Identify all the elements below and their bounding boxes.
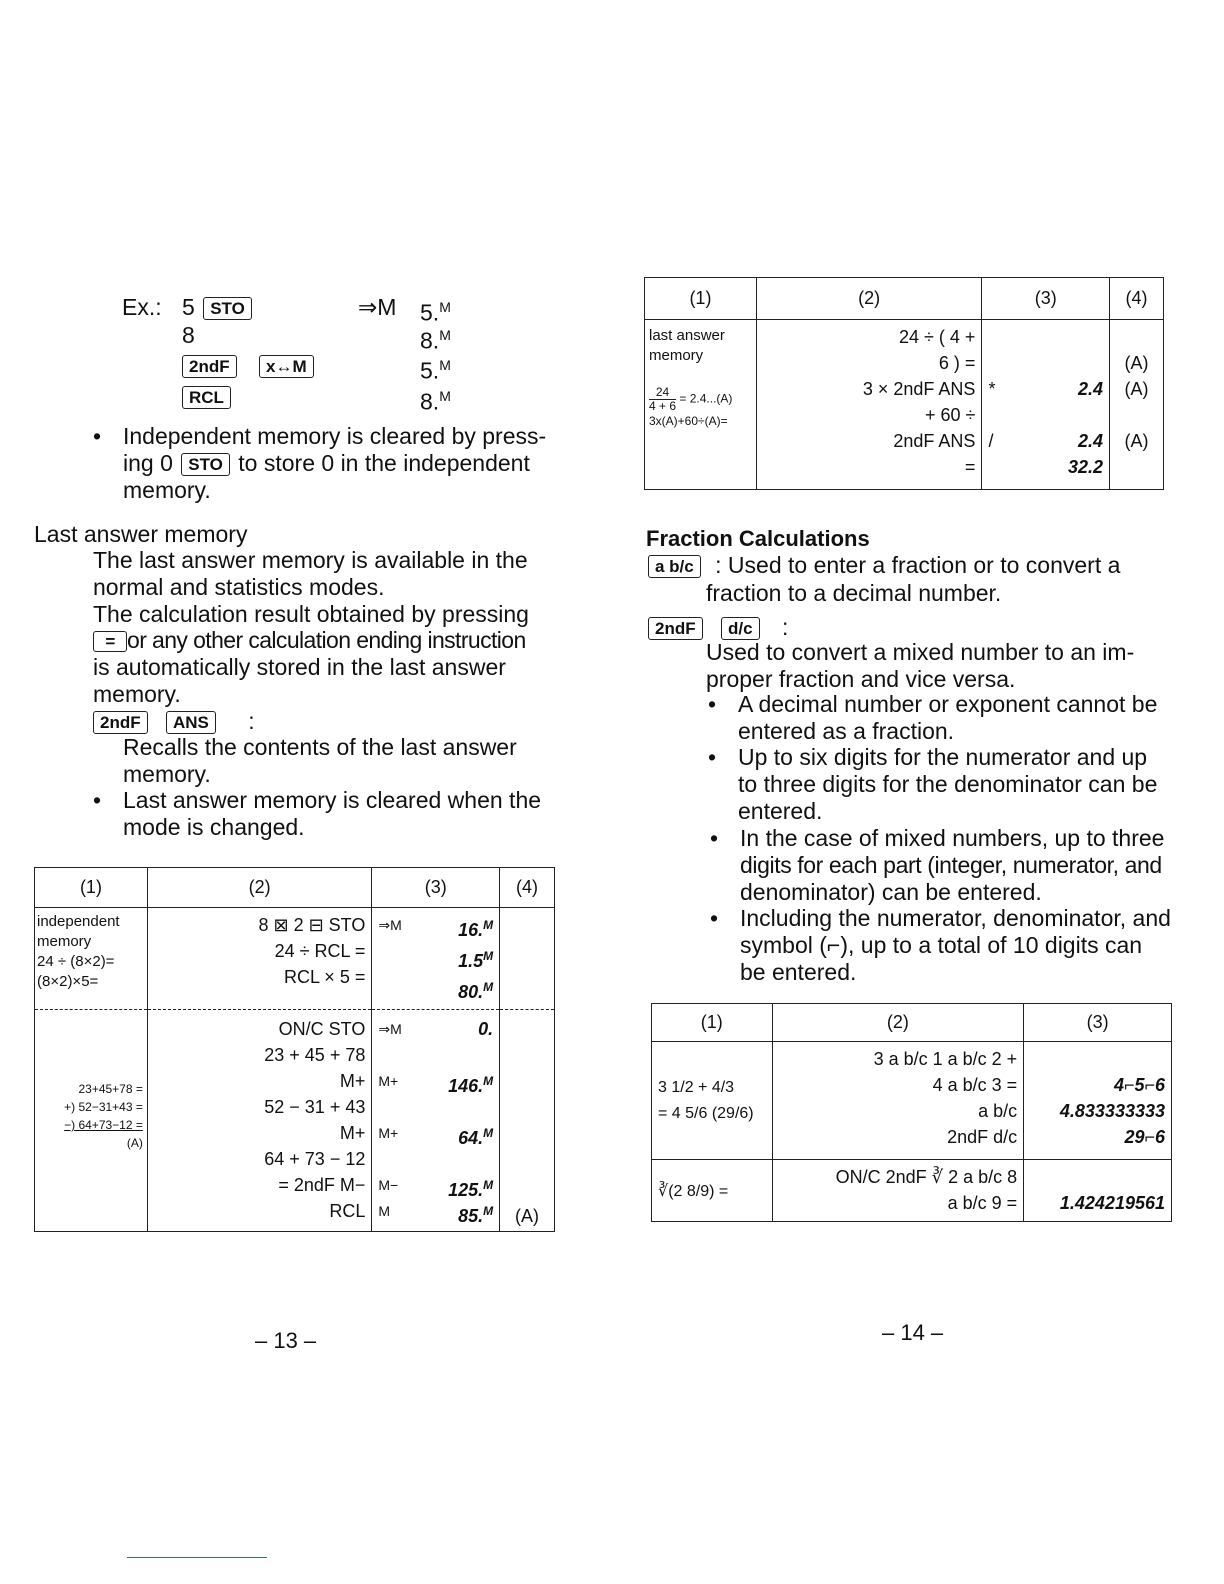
key-definition: a b/c : Used to enter a fraction or to convert a [646,552,1120,579]
key-definition: 2ndF ANS : [91,708,255,735]
column-header: (3) [982,278,1110,320]
example-input: 5 STO [182,294,254,321]
column-header: (4) [500,868,555,908]
table-cell: (A) (A) (A) [1110,320,1164,490]
display-result: 4⌐5⌐6 4.833333333 29⌐6 [1024,1042,1172,1160]
2ndf-key: 2ndF [93,711,148,734]
example-display: 5.$^M$ [420,357,451,384]
section-title: Fraction Calculations [646,526,870,551]
column-header: (3) [1024,1004,1172,1042]
bullet-text: • In the case of mixed numbers, up to three [740,825,1164,852]
paragraph: is automatically stored in the last answer [93,654,506,680]
paragraph: Used to convert a mixed number to an im- [706,639,1135,665]
2ndf-key: 2ndF [648,617,703,640]
bullet-text: • Last answer memory is cleared when the [123,787,541,814]
sto-key: STO [203,297,252,320]
column-header: (2) [756,278,982,320]
example-input: 8 [182,322,195,348]
memory-example-table [34,867,555,1232]
rcl-key: RCL [182,386,231,409]
key-sequence: 3 a b/c 1 a b/c 2 + 4 a b/c 3 = a b/c 2ndF d/c [772,1042,1024,1160]
key-definition: 2ndF d/c : [646,614,788,641]
paragraph: normal and statistics modes. [93,574,385,600]
paragraph: proper fraction and vice versa. [706,666,1016,692]
example-display: 8.$^M$ [420,388,451,415]
page-number: – 13 – [255,1328,317,1353]
table-row-description: last answer memory $\frac{24}{4 + 6}$ = 2.4...(A) 3x(A)+60÷(A)= [645,320,757,490]
paragraph: = or any other calculation ending instruction [93,627,526,654]
column-header: (1) [645,278,757,320]
dc-key: d/c [721,617,760,640]
display-result: ⇒M 16.$^M$ $1.5^M$ 80.$^M$ [372,908,500,1010]
bullet-text: • A decimal number or exponent cannot be [738,691,1157,718]
bullet-text: ing 0 STO to store 0 in the independent [123,450,530,476]
table-cell: (A) [500,1010,555,1232]
column-header: (4) [1110,278,1164,320]
table-row-description: 23+45+78 = +) 52−31+43 = −) 64+73−12 = (A) [35,1010,148,1232]
last-answer-example-table [644,277,1164,490]
sto-key: STO [181,453,230,476]
column-header: (1) [652,1004,773,1042]
bullet-text: be entered. [740,959,857,985]
example-arrow: ⇒M [358,294,397,320]
bullet-text: • Including the numerator, denominator, and [740,905,1171,932]
example-label: Ex.: [122,294,162,320]
paragraph: memory. [93,681,181,707]
bullet-text: mode is changed. [123,814,305,840]
display-result: ⇒M 0. M+ 146.$^M$ M+ 64.$^M$ M− 125.$^M$ M 85.$^M$ [372,1010,500,1232]
bullet-text: • Independent memory is cleared by press- [123,423,546,450]
example-display: 8.$^M$ [420,327,451,354]
paragraph: The last answer memory is available in the [93,547,528,573]
equals-key: = [93,631,127,652]
bullet-text: memory. [123,477,211,503]
paragraph: Recalls the contents of the last answer [123,734,517,760]
divider [127,1557,267,1558]
paragraph: memory. [123,761,211,787]
column-header: (2) [772,1004,1024,1042]
bullet-text: digits for each part (integer, numerator, and [740,852,1162,878]
key-sequence: ON/C 2ndF ∛ 2 a b/c 8 a b/c 9 = [772,1160,1024,1222]
page-number: – 14 – [882,1320,944,1345]
table-row-description: ∛(2 8/9) = [652,1160,773,1222]
table-cell [500,908,555,1010]
abc-key: a b/c [648,555,701,578]
2ndf-key: 2ndF [182,355,237,378]
column-header: (2) [147,868,371,908]
section-title: Last answer memory [34,521,248,547]
example-display: 5.$^M$ [420,299,451,326]
fraction-example-table [651,1003,1172,1222]
bullet-text: • Up to six digits for the numerator and up [738,744,1147,771]
bullet-text: to three digits for the denominator can be [738,771,1158,797]
key-sequence: ON/C STO 23 + 45 + 78 M+ 52 − 31 + 43 M+ 64 + 73 − 12 = 2ndF M− RCL [147,1010,371,1232]
column-header: (3) [372,868,500,908]
paragraph: fraction to a decimal number. [706,580,1002,606]
x-m-key: x↔M [259,355,314,378]
column-header: (1) [35,868,148,908]
bullet-text: denominator) can be entered. [740,879,1042,905]
example-keys [180,383,233,410]
ans-key: ANS [166,711,216,734]
display-result: 1.424219561 [1024,1160,1172,1222]
table-row-description: independent memory 24 ÷ (8×2)= (8×2)×5= [35,908,148,1010]
table-row-description: 3 1/2 + 4/3 = 4 5/6 (29/6) [652,1042,773,1160]
key-sequence: 8 ⊠ 2 ⊟ STO 24 ÷ RCL = RCL × 5 = [147,908,371,1010]
bullet-text: entered. [738,798,823,824]
display-result: * 2.4 / 2.4 32.2 [982,320,1110,490]
bullet-text: symbol (⌐), up to a total of 10 digits can [740,932,1143,958]
paragraph: The calculation result obtained by pressing [93,601,529,627]
bullet-text: entered as a fraction. [738,718,955,744]
key-sequence: 24 ÷ ( 4 + 6 ) = 3 × 2ndF ANS + 60 ÷ 2ndF ANS = [756,320,982,490]
example-keys [180,352,316,379]
